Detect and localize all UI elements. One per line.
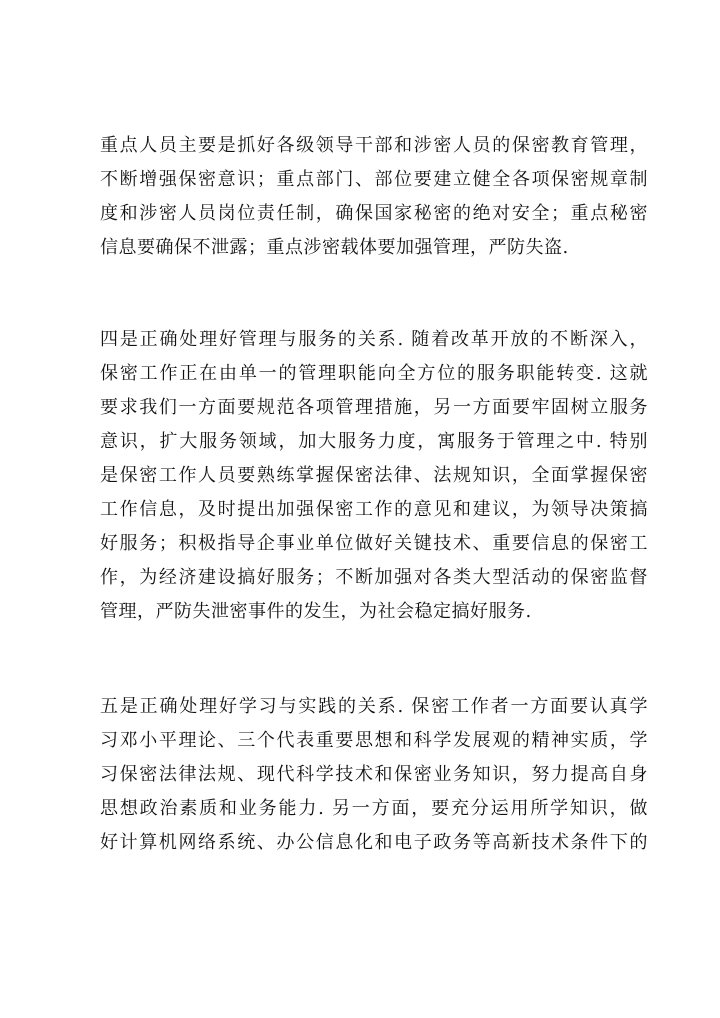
text-line: 习保密法律法规、现代科学技术和保密业务知识，努力提高自身 xyxy=(100,764,648,785)
text-line: 作，为经济建设搞好服务；不断加强对各类大型活动的保密监督 xyxy=(100,567,648,588)
text-line: 思想政治素质和业务能力. 另一方面，要充分运用所学知识，做 xyxy=(100,798,648,819)
text-line: 四是正确处理好管理与服务的关系. 随着改革开放的不断深入， xyxy=(100,329,648,350)
text-line: 好计算机网络系统、办公信息化和电子政务等高新技术条件下的 xyxy=(100,832,648,853)
text-line: 习邓小平理论、三个代表重要思想和科学发展观的精神实质，学 xyxy=(100,730,648,751)
text-line: 保密工作正在由单一的管理职能向全方位的服务职能转变. 这就 xyxy=(100,363,648,384)
text-line: 不断增强保密意识；重点部门、部位要建立健全各项保密规章制 xyxy=(100,169,648,190)
text-line: 重点人员主要是抓好各级领导干部和涉密人员的保密教育管理， xyxy=(100,135,648,156)
text-line: 意识，扩大服务领域，加大服务力度，寓服务于管理之中. 特别 xyxy=(100,431,648,452)
text-line: 工作信息，及时提出加强保密工作的意见和建议，为领导决策搞 xyxy=(100,499,648,520)
text-line: 好服务；积极指导企事业单位做好关键技术、重要信息的保密工 xyxy=(100,533,648,554)
text-line: 度和涉密人员岗位责任制，确保国家秘密的绝对安全；重点秘密 xyxy=(100,203,648,224)
paragraph-study-practice xyxy=(100,690,648,860)
text-line: 是保密工作人员要熟练掌握保密法律、法规知识，全面掌握保密 xyxy=(100,465,648,486)
text-line: 五是正确处理好学习与实践的关系. 保密工作者一方面要认真学 xyxy=(100,696,648,717)
text-line: 管理，严防失泄密事件的发生，为社会稳定搞好服务. xyxy=(100,601,532,622)
text-line: 信息要确保不泄露；重点涉密载体要加强管理，严防失盗. xyxy=(100,237,569,258)
paragraph-management-service xyxy=(100,323,648,629)
text-line: 要求我们一方面要规范各项管理措施，另一方面要牢固树立服务 xyxy=(100,397,648,418)
paragraph-key-personnel xyxy=(100,129,648,265)
